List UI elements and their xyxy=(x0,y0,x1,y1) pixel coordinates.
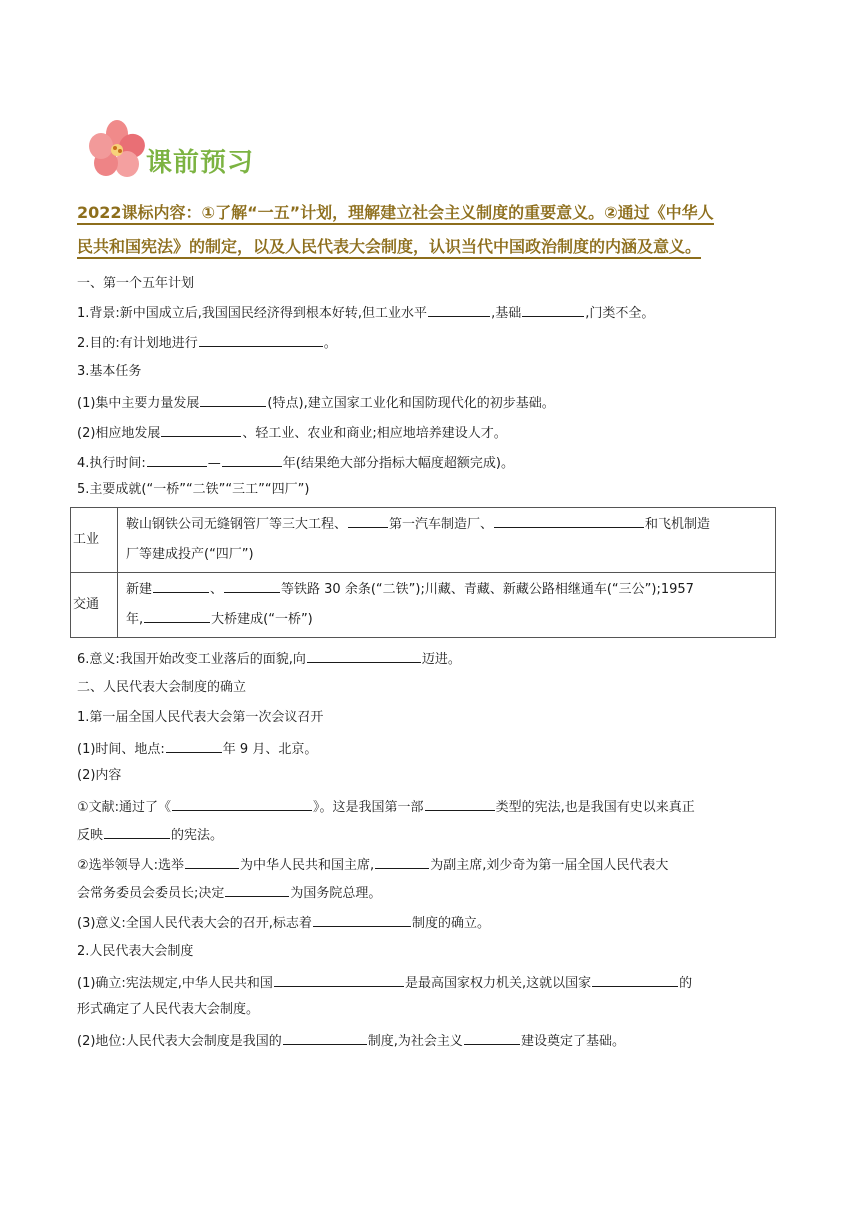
text: 等铁路 30 余条(“二铁”);川藏、青藏、新藏公路相继通车(“三公”);1957 xyxy=(281,582,694,597)
fill-blank[interactable] xyxy=(283,1032,367,1045)
text: ①文献:通过了《 xyxy=(77,800,172,815)
text: 制度,为社会主义 xyxy=(367,1034,463,1049)
text: ,基础 xyxy=(491,306,522,321)
text: 和飞机制造 xyxy=(645,517,711,532)
paragraph-time-place xyxy=(77,740,317,758)
text: 鞍山钢铁公司无缝钢管厂等三大工程、 xyxy=(126,517,348,532)
text: (特点),建立国家工业化和国防现代化的初步基础。 xyxy=(267,396,555,411)
text: (3)意义:全国人民代表大会的召开,标志着 xyxy=(77,916,312,931)
fill-blank[interactable] xyxy=(185,856,239,869)
fill-blank[interactable] xyxy=(494,515,644,528)
table-row xyxy=(71,508,776,573)
fill-blank[interactable] xyxy=(161,424,241,437)
text: 为中华人民共和国主席, xyxy=(240,858,375,873)
standard-line-1 xyxy=(77,196,783,230)
text: 厂等建成投产(“四厂”) xyxy=(126,547,254,562)
fill-blank[interactable] xyxy=(348,515,388,528)
text: 2.目的:有计划地进行 xyxy=(77,336,198,351)
text: 为国务院总理。 xyxy=(290,886,382,901)
text: 》。这是我国第一部 xyxy=(313,800,424,815)
paragraph-meaning xyxy=(77,914,490,932)
header-title: 课前预习 xyxy=(146,148,255,178)
fill-blank[interactable] xyxy=(199,334,323,347)
text: ②选举领导人:选举 xyxy=(77,858,185,873)
text: (2)地位:人民代表大会制度是我国的 xyxy=(77,1034,282,1049)
text: 反映 xyxy=(77,828,104,843)
table-cell xyxy=(118,573,776,638)
table-row xyxy=(71,573,776,638)
text: 年 9 月、北京。 xyxy=(222,742,318,757)
paragraph-content: (2)内容 xyxy=(77,768,122,783)
text: 为副主席,刘少奇为第一届全国人民代表大 xyxy=(430,858,669,873)
text: 年(结果绝大部分指标大幅度超额完成)。 xyxy=(282,456,514,471)
fill-blank[interactable] xyxy=(144,610,210,623)
table-key: 交通 xyxy=(71,573,118,638)
paragraph-purpose xyxy=(77,334,337,352)
text: 是最高国家权力机关,这就以国家 xyxy=(404,976,592,991)
table-key: 工业 xyxy=(71,508,118,573)
text: 制度的确立。 xyxy=(411,916,490,931)
paragraph-status xyxy=(77,1032,625,1050)
flower-icon xyxy=(86,118,148,182)
fill-blank[interactable] xyxy=(522,304,584,317)
text: 4.执行时间: xyxy=(77,456,146,471)
text: (1)确立:宪法规定,中华人民共和国 xyxy=(77,976,273,991)
text: (1)时间、地点: xyxy=(77,742,165,757)
text: 新建 xyxy=(126,582,153,597)
paragraph-leaders-2 xyxy=(77,884,381,902)
text: 大桥建成(“一桥”) xyxy=(211,612,313,627)
text: 第一汽车制造厂、 xyxy=(389,517,494,532)
table-cell xyxy=(118,508,776,573)
fill-blank[interactable] xyxy=(274,974,404,987)
curriculum-standard xyxy=(77,196,783,264)
paragraph-background xyxy=(77,304,654,322)
paragraph-system: 2.人民代表大会制度 xyxy=(77,944,194,959)
achievements-table xyxy=(70,507,776,638)
standard-text-2: 民共和国宪法》的制定，以及人民代表大会制度，认识当代中国政治制度的内涵及意义。 xyxy=(77,237,701,259)
fill-blank[interactable] xyxy=(592,974,678,987)
text: 会常务委员会委员长;决定 xyxy=(77,886,225,901)
section-header xyxy=(86,118,346,182)
text: 迈进。 xyxy=(421,652,461,667)
text: 的 xyxy=(679,976,693,991)
fill-blank[interactable] xyxy=(225,884,289,897)
text: 6.意义:我国开始改变工业落后的面貌,向 xyxy=(77,652,306,667)
text: 年, xyxy=(126,612,144,627)
fill-blank[interactable] xyxy=(313,914,411,927)
fill-blank[interactable] xyxy=(464,1032,520,1045)
fill-blank[interactable] xyxy=(307,650,421,663)
standard-text-1: 课标内容：①了解“一五”计划，理解建立社会主义制度的重要意义。②通过《中华人 xyxy=(121,203,714,222)
section-1-heading: 一、第一个五年计划 xyxy=(77,276,195,291)
paragraph-leaders xyxy=(77,856,668,874)
text: (1)集中主要力量发展 xyxy=(77,396,200,411)
fill-blank[interactable] xyxy=(153,580,209,593)
section-2-heading: 二、人民代表大会制度的确立 xyxy=(77,680,247,695)
text: (2)相应地发展 xyxy=(77,426,161,441)
text: 类型的宪法,也是我国有史以来真正 xyxy=(495,800,695,815)
text: 。 xyxy=(323,336,337,351)
standard-line-2 xyxy=(77,230,783,264)
text: 、轻工业、农业和商业;相应地培养建设人才。 xyxy=(242,426,507,441)
fill-blank[interactable] xyxy=(104,826,170,839)
text: ,门类不全。 xyxy=(585,306,655,321)
paragraph-establishment xyxy=(77,974,692,992)
text: 、 xyxy=(210,582,224,597)
text: — xyxy=(207,456,221,471)
fill-blank[interactable] xyxy=(222,454,282,467)
paragraph-document xyxy=(77,798,695,816)
text: 建设奠定了基础。 xyxy=(520,1034,625,1049)
paragraph-achievements: 5.主要成就(“一桥”“二铁”“三工”“四厂”) xyxy=(77,482,310,497)
standard-year: 2022 xyxy=(77,203,122,222)
fill-blank[interactable] xyxy=(425,798,495,811)
fill-blank[interactable] xyxy=(428,304,490,317)
fill-blank[interactable] xyxy=(147,454,207,467)
paragraph-establishment-2: 形式确定了人民代表大会制度。 xyxy=(77,1002,260,1017)
paragraph-task-1 xyxy=(77,394,555,412)
fill-blank[interactable] xyxy=(375,856,429,869)
fill-blank[interactable] xyxy=(224,580,280,593)
paragraph-time xyxy=(77,454,514,472)
fill-blank[interactable] xyxy=(200,394,266,407)
text: 1.背景:新中国成立后,我国国民经济得到根本好转,但工业水平 xyxy=(77,306,428,321)
paragraph-significance xyxy=(77,650,461,668)
fill-blank[interactable] xyxy=(166,740,222,753)
fill-blank[interactable] xyxy=(172,798,312,811)
paragraph-tasks: 3.基本任务 xyxy=(77,364,142,379)
text: 的宪法。 xyxy=(171,828,224,843)
paragraph-document-2 xyxy=(77,826,223,844)
paragraph-task-2 xyxy=(77,424,507,442)
paragraph-congress: 1.第一届全国人民代表大会第一次会议召开 xyxy=(77,710,324,725)
